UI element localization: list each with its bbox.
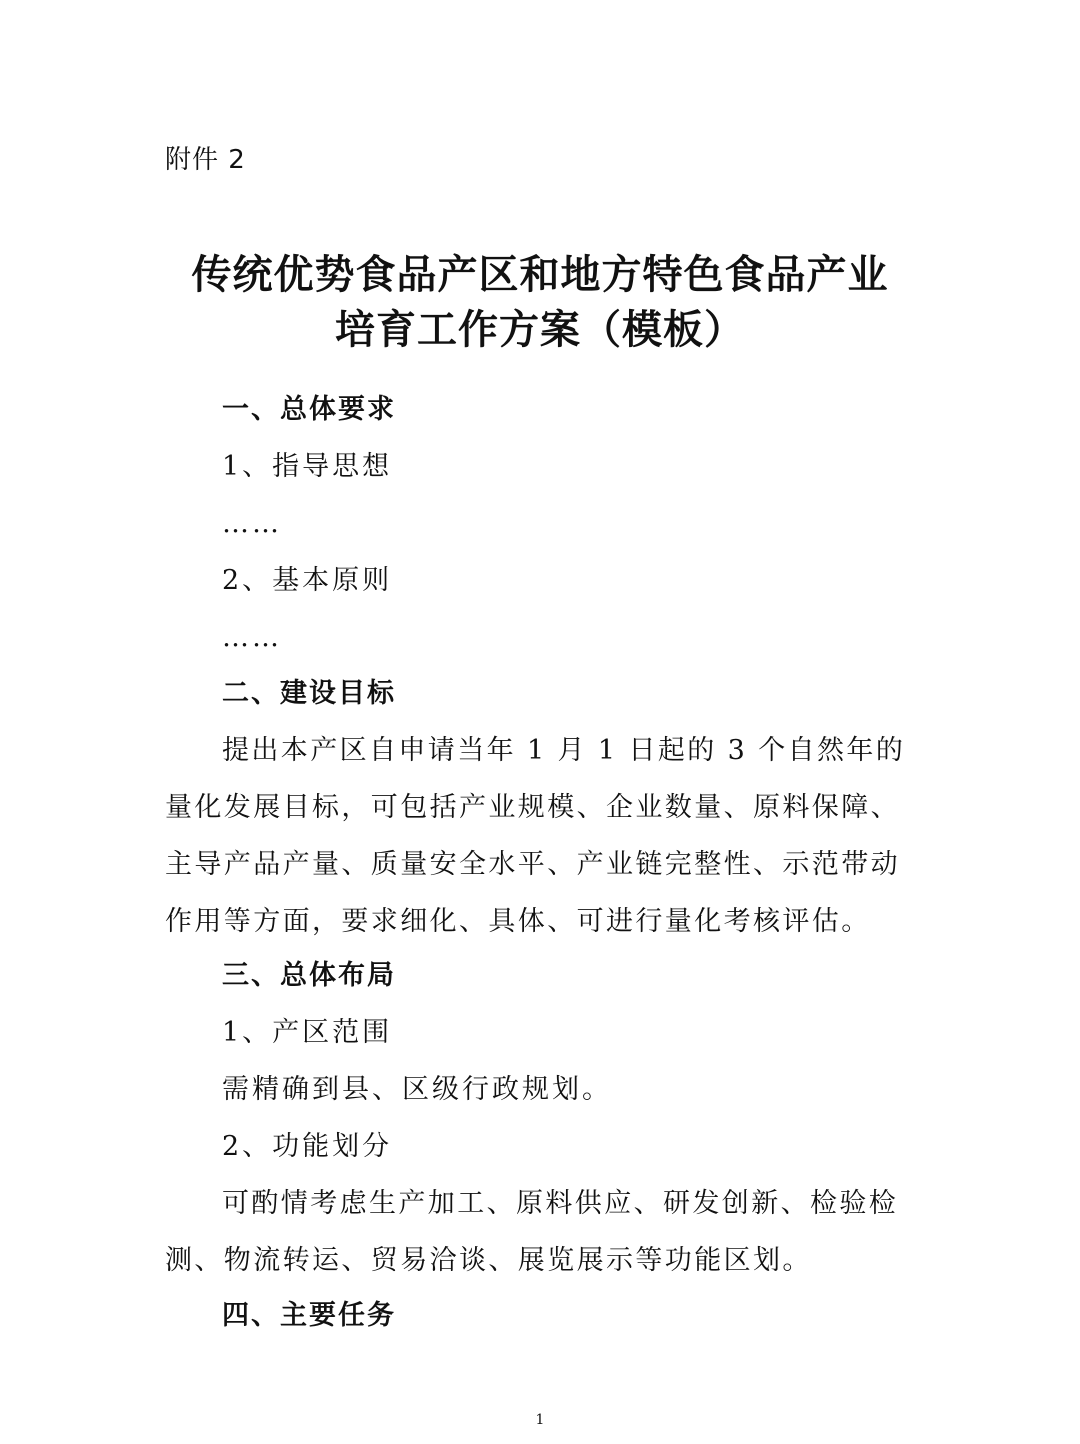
section-1-ellipsis-1: …… — [222, 508, 282, 539]
section-3-subheading-1: 1、产区范围 — [222, 1017, 393, 1048]
document-title-line-1: 传统优势食品产区和地方特色食品产业 — [191, 251, 889, 298]
section-3-subheading-2: 2、功能划分 — [222, 1131, 393, 1162]
section-3-heading: 三、总体布局 — [222, 960, 396, 991]
section-1-subheading-1: 1、指导思想 — [222, 451, 393, 482]
section-1-heading: 一、总体要求 — [222, 394, 396, 425]
section-2-heading: 二、建设目标 — [222, 678, 396, 709]
page-number: 1 — [535, 1412, 545, 1428]
section-4-heading: 四、主要任务 — [222, 1300, 396, 1331]
section-3-text-1: 需精确到县、区级行政规划。 — [222, 1074, 612, 1105]
section-2-paragraph: 提出本产区自申请当年 1 月 1 日起的 3 个自然年的量化发展目标，可包括产业规模、企业数量、原料保障、主导产品产量、质量安全水平、产业链完整性、示范带动作用等方面，要求细化、具体、可进行量化考核评估。 — [165, 735, 906, 937]
annex-label: 附件 2 — [165, 145, 246, 175]
section-1-ellipsis-2: …… — [222, 622, 282, 653]
document-title-line-2: 培育工作方案（模板） — [335, 306, 745, 353]
section-3-paragraph-2: 可酌情考虑生产加工、原料供应、研发创新、检验检测、物流转运、贸易洽谈、展览展示等功能区划。 — [165, 1188, 899, 1276]
section-1-subheading-2: 2、基本原则 — [222, 565, 393, 596]
